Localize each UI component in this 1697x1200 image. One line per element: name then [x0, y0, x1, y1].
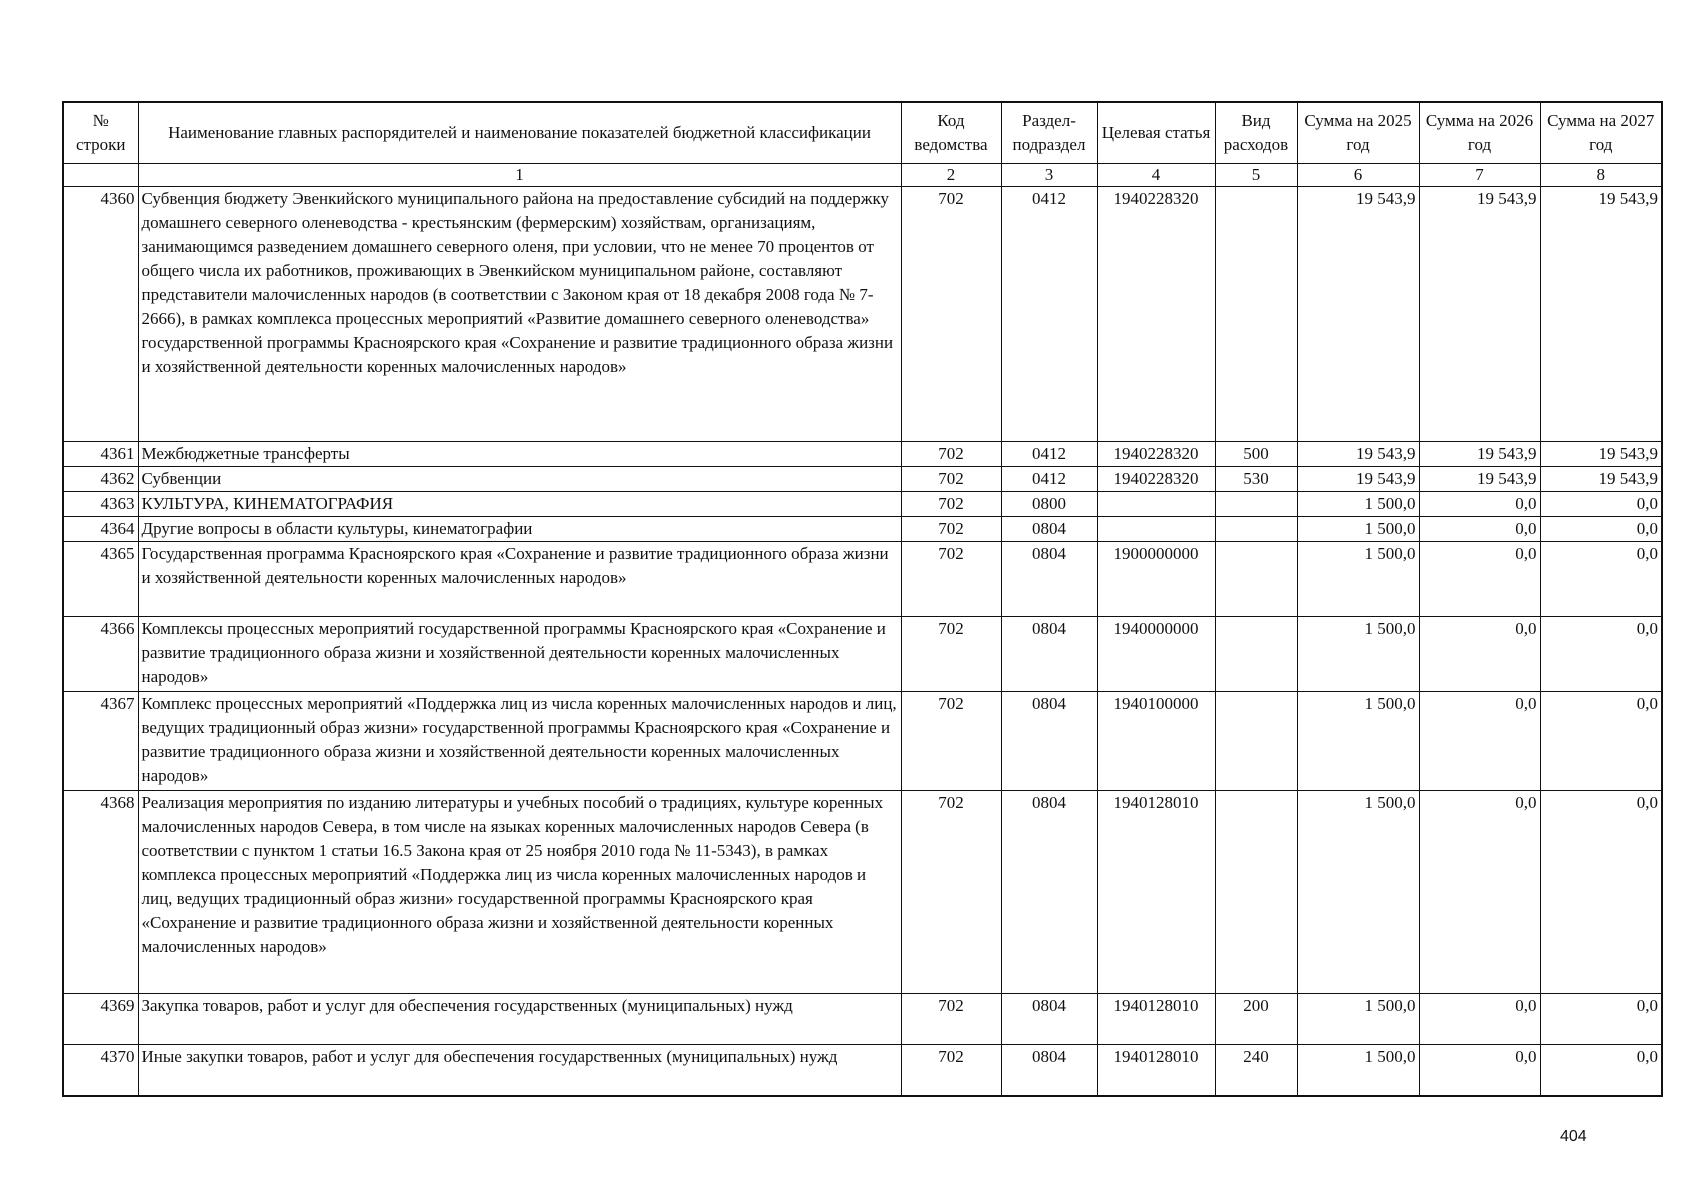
- header-target: Целевая статья: [1097, 102, 1215, 164]
- table-row: [63, 517, 1662, 542]
- row-target: 1940000000: [1097, 617, 1215, 692]
- row-sum-2027: 0,0: [1540, 517, 1662, 542]
- row-dept-code: 702: [901, 692, 1001, 791]
- budget-table: [62, 101, 1663, 1097]
- column-number: 4: [1097, 164, 1215, 187]
- table-row: [63, 994, 1662, 1045]
- row-exp-type: 500: [1215, 442, 1297, 467]
- row-exp-type: [1215, 542, 1297, 617]
- row-sum-2027: 0,0: [1540, 1045, 1662, 1097]
- row-dept-code: 702: [901, 187, 1001, 442]
- row-sum-2025: 1 500,0: [1297, 617, 1419, 692]
- row-sum-2026: 0,0: [1419, 542, 1540, 617]
- page-number: 404: [1560, 1128, 1587, 1145]
- column-number: 2: [901, 164, 1001, 187]
- header-sum-2025: Сумма на 2025 год: [1297, 102, 1419, 164]
- column-number: 5: [1215, 164, 1297, 187]
- row-number: 4360: [63, 187, 138, 442]
- table-row: [63, 442, 1662, 467]
- row-number: 4363: [63, 492, 138, 517]
- row-target: 1940128010: [1097, 791, 1215, 994]
- row-name: Комплекс процессных мероприятий «Поддержка лиц из числа коренных малочисленных народов и лиц, ведущих традиционный образ жизни» государственной программы Красноярского края «Сохранение и развитие традиционного образа жизни и хозяйственной деятельности коренных малочисленных народов»: [138, 692, 901, 791]
- row-dept-code: 702: [901, 467, 1001, 492]
- row-sum-2025: 1 500,0: [1297, 517, 1419, 542]
- column-number: 6: [1297, 164, 1419, 187]
- table-row: [63, 187, 1662, 442]
- header-section: Раздел-подраздел: [1001, 102, 1097, 164]
- table-row: [63, 467, 1662, 492]
- row-dept-code: 702: [901, 791, 1001, 994]
- column-number: 1: [138, 164, 901, 187]
- row-target: 1940128010: [1097, 1045, 1215, 1097]
- row-name: Государственная программа Красноярского края «Сохранение и развитие традиционного образа жизни и хозяйственной деятельности коренных малочисленных народов»: [138, 542, 901, 617]
- row-target: 1940228320: [1097, 187, 1215, 442]
- row-section: 0804: [1001, 542, 1097, 617]
- header-row: [63, 102, 1662, 164]
- row-sum-2026: 19 543,9: [1419, 467, 1540, 492]
- header-name: Наименование главных распорядителей и наименование показателей бюджетной классификации: [138, 102, 901, 164]
- table-row: [63, 492, 1662, 517]
- table-row: [63, 692, 1662, 791]
- row-sum-2025: 1 500,0: [1297, 791, 1419, 994]
- header-sum-2027: Сумма на 2027 год: [1540, 102, 1662, 164]
- column-number-blank: [63, 164, 138, 187]
- row-sum-2027: 0,0: [1540, 994, 1662, 1045]
- row-exp-type: 200: [1215, 994, 1297, 1045]
- row-sum-2025: 1 500,0: [1297, 692, 1419, 791]
- row-number: 4366: [63, 617, 138, 692]
- row-name: КУЛЬТУРА, КИНЕМАТОГРАФИЯ: [138, 492, 901, 517]
- row-number: 4368: [63, 791, 138, 994]
- header-exp-type: Вид расходов: [1215, 102, 1297, 164]
- row-name: Комплексы процессных мероприятий государственной программы Красноярского края «Сохранение и развитие традиционного образа жизни и хозяйственной деятельности коренных малочисленных народов»: [138, 617, 901, 692]
- row-number: 4369: [63, 994, 138, 1045]
- row-name: Межбюджетные трансферты: [138, 442, 901, 467]
- row-name: Другие вопросы в области культуры, кинематографии: [138, 517, 901, 542]
- row-sum-2025: 19 543,9: [1297, 187, 1419, 442]
- row-sum-2027: 0,0: [1540, 617, 1662, 692]
- row-number: 4364: [63, 517, 138, 542]
- row-sum-2025: 1 500,0: [1297, 994, 1419, 1045]
- row-target: [1097, 492, 1215, 517]
- row-sum-2026: 0,0: [1419, 994, 1540, 1045]
- row-target: 1940228320: [1097, 442, 1215, 467]
- row-target: 1940128010: [1097, 994, 1215, 1045]
- row-dept-code: 702: [901, 1045, 1001, 1097]
- row-dept-code: 702: [901, 994, 1001, 1045]
- row-sum-2026: 0,0: [1419, 791, 1540, 994]
- row-name: Закупка товаров, работ и услуг для обеспечения государственных (муниципальных) нужд: [138, 994, 901, 1045]
- header-sum-2026: Сумма на 2026 год: [1419, 102, 1540, 164]
- row-sum-2025: 1 500,0: [1297, 492, 1419, 517]
- row-number: 4365: [63, 542, 138, 617]
- row-section: 0800: [1001, 492, 1097, 517]
- row-exp-type: [1215, 692, 1297, 791]
- row-dept-code: 702: [901, 517, 1001, 542]
- row-target: 1900000000: [1097, 542, 1215, 617]
- row-section: 0804: [1001, 994, 1097, 1045]
- row-dept-code: 702: [901, 542, 1001, 617]
- column-number: 7: [1419, 164, 1540, 187]
- row-section: 0804: [1001, 791, 1097, 994]
- row-number: 4362: [63, 467, 138, 492]
- row-sum-2027: 0,0: [1540, 692, 1662, 791]
- row-dept-code: 702: [901, 442, 1001, 467]
- row-number: 4361: [63, 442, 138, 467]
- row-name: Субвенции: [138, 467, 901, 492]
- row-sum-2027: 0,0: [1540, 542, 1662, 617]
- row-sum-2026: 0,0: [1419, 1045, 1540, 1097]
- row-sum-2026: 19 543,9: [1419, 187, 1540, 442]
- header-dept-code: Код ведомства: [901, 102, 1001, 164]
- row-name: Реализация мероприятия по изданию литературы и учебных пособий о традициях, культуре коренных малочисленных народов Севера, в том числе на языках коренных малочисленных народов Севера (в соответствии с пунктом 1 статьи 16.5 Закона края от 25 ноября 2010 года № 11-5343), в рамках комплекса процессных мероприятий «Поддержка лиц из числа коренных малочисленных народов и лиц, ведущих традиционный образ жизни» государственной программы Красноярского края «Сохранение и развитие традиционного образа жизни и хозяйственной деятельности коренных малочисленных народов»: [138, 791, 901, 994]
- row-target: [1097, 517, 1215, 542]
- row-sum-2026: 0,0: [1419, 517, 1540, 542]
- row-exp-type: [1215, 187, 1297, 442]
- row-exp-type: 530: [1215, 467, 1297, 492]
- row-exp-type: [1215, 617, 1297, 692]
- row-number: 4367: [63, 692, 138, 791]
- row-exp-type: [1215, 517, 1297, 542]
- row-sum-2026: 0,0: [1419, 617, 1540, 692]
- row-section: 0412: [1001, 467, 1097, 492]
- row-sum-2027: 19 543,9: [1540, 467, 1662, 492]
- row-sum-2025: 1 500,0: [1297, 1045, 1419, 1097]
- row-sum-2027: 0,0: [1540, 791, 1662, 994]
- row-target: 1940228320: [1097, 467, 1215, 492]
- row-section: 0804: [1001, 692, 1097, 791]
- row-sum-2026: 0,0: [1419, 692, 1540, 791]
- column-number: 8: [1540, 164, 1662, 187]
- header-row-no: № строки: [63, 102, 138, 164]
- row-section: 0804: [1001, 517, 1097, 542]
- row-number: 4370: [63, 1045, 138, 1097]
- table-row: [63, 542, 1662, 617]
- row-dept-code: 702: [901, 492, 1001, 517]
- column-number-row: [63, 164, 1662, 187]
- table-row: [63, 1045, 1662, 1097]
- row-sum-2025: 19 543,9: [1297, 442, 1419, 467]
- row-exp-type: 240: [1215, 1045, 1297, 1097]
- row-sum-2025: 19 543,9: [1297, 467, 1419, 492]
- row-sum-2025: 1 500,0: [1297, 542, 1419, 617]
- row-sum-2027: 0,0: [1540, 492, 1662, 517]
- row-section: 0412: [1001, 187, 1097, 442]
- row-section: 0804: [1001, 1045, 1097, 1097]
- row-sum-2027: 19 543,9: [1540, 187, 1662, 442]
- row-exp-type: [1215, 791, 1297, 994]
- row-sum-2026: 0,0: [1419, 492, 1540, 517]
- table-row: [63, 791, 1662, 994]
- row-name: Иные закупки товаров, работ и услуг для обеспечения государственных (муниципальных) нужд: [138, 1045, 901, 1097]
- row-exp-type: [1215, 492, 1297, 517]
- row-target: 1940100000: [1097, 692, 1215, 791]
- row-dept-code: 702: [901, 617, 1001, 692]
- row-section: 0804: [1001, 617, 1097, 692]
- column-number: 3: [1001, 164, 1097, 187]
- table-row: [63, 617, 1662, 692]
- row-section: 0412: [1001, 442, 1097, 467]
- row-name: Субвенция бюджету Эвенкийского муниципального района на предоставление субсидий на поддержку домашнего северного оленеводства - крестьянским (фермерским) хозяйствам, организациям, занимающимся разведением домашнего северного оленя, при условии, что не менее 70 процентов от общего числа их работников, проживающих в Эвенкийском муниципальном районе, составляют представители малочисленных народов (в соответствии с Законом края от 18 декабря 2008 года № 7-2666), в рамках комплекса процессных мероприятий «Развитие домашнего северного оленеводства» государственной программы Красноярского края «Сохранение и развитие традиционного образа жизни и хозяйственной деятельности коренных малочисленных народов»: [138, 187, 901, 442]
- row-sum-2027: 19 543,9: [1540, 442, 1662, 467]
- row-sum-2026: 19 543,9: [1419, 442, 1540, 467]
